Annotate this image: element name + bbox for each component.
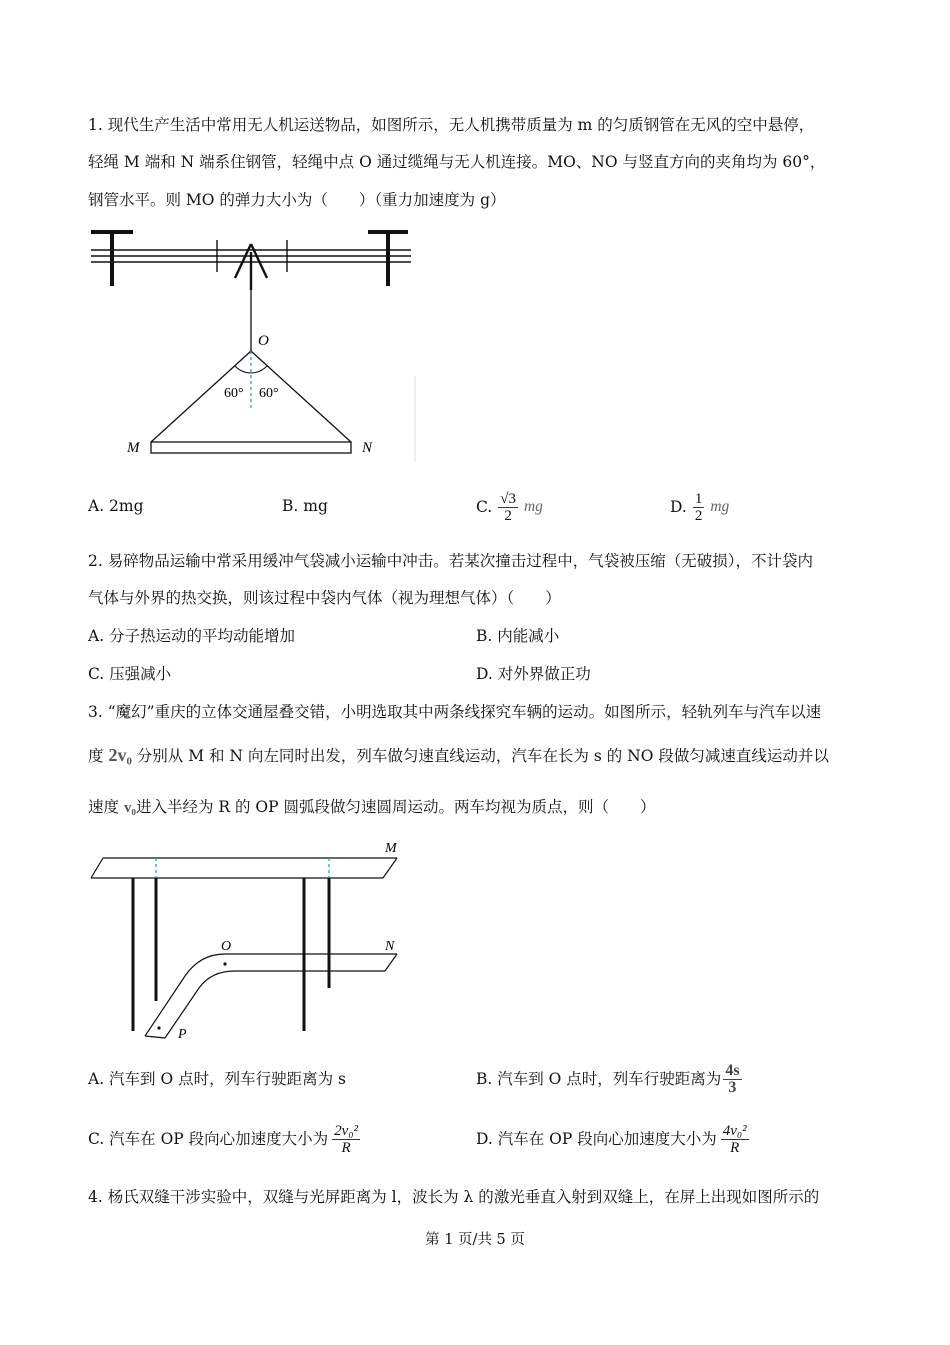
q1-option-b: B. mg bbox=[282, 497, 328, 515]
q3-line-3-rest: 进入半经为 R 的 OP 圆弧段做匀速圆周运动。两车均视为质点，则（ ） bbox=[135, 798, 656, 816]
label-M: M bbox=[127, 440, 140, 456]
fraction-denominator: R bbox=[341, 1139, 351, 1156]
q3-option-d-text: D. 汽车在 OP 段向心加速度大小为 bbox=[476, 1130, 717, 1148]
q3-line-3-start: 速度 bbox=[88, 798, 124, 816]
fraction-numerator: 2v₀² bbox=[334, 1122, 359, 1139]
q3-option-c bbox=[88, 1116, 360, 1162]
fraction-denominator: 3 bbox=[728, 1078, 737, 1096]
q3-option-c-text: C. 汽车在 OP 段向心加速度大小为 bbox=[88, 1130, 329, 1148]
q1-option-d bbox=[670, 482, 729, 532]
q1-line-1: 1. 现代生产生活中常用无人机运送物品，如图所示，无人机携带质量为 m 的匀质钢管在无风的空中悬停， bbox=[88, 116, 815, 134]
q2-option-b: B. 内能减小 bbox=[476, 627, 560, 645]
q1-option-c-letter: C. bbox=[476, 498, 493, 516]
q3-line-2-rest: 分别从 M 和 N 向左同时出发，列车做匀速直线运动，汽车在长为 s 的 NO 段做匀减速直线运动并以 bbox=[131, 747, 829, 765]
q2-line-2: 气体与外界的热交换，则该过程中袋内气体（视为理想气体）（ ） bbox=[88, 589, 561, 607]
q3-option-b-fraction bbox=[723, 1063, 741, 1096]
q1-option-d-unit: mg bbox=[710, 498, 730, 515]
q3-line-1: 3. “魔幻”重庆的立体交通屋叠交错，小明选取其中两条线探究车辆的运动。如图所示，轻轨列车与汽车以速 bbox=[88, 703, 822, 721]
q3-option-b-text: B. 汽车到 O 点时，列车行驶距离为 bbox=[476, 1070, 722, 1088]
q3-line-2 bbox=[88, 745, 829, 766]
label-O: O bbox=[258, 333, 269, 349]
fraction-numerator: 4s bbox=[725, 1061, 740, 1079]
q2-option-a: A. 分子热运动的平均动能增加 bbox=[88, 627, 296, 645]
q1-drone-figure bbox=[85, 226, 425, 466]
q2-option-c: C. 压强减小 bbox=[88, 665, 172, 683]
q3-line-2-start: 度 bbox=[88, 747, 109, 765]
page-footer: 第 1 页/共 5 页 bbox=[425, 1232, 525, 1248]
fraction-denominator: 2 bbox=[694, 507, 703, 524]
fraction-denominator: 2 bbox=[504, 507, 512, 524]
q3-speed-2v0: 2v₀ bbox=[108, 745, 132, 765]
q1-option-c bbox=[476, 482, 543, 532]
q3-transit-figure bbox=[85, 838, 405, 1043]
q1-option-d-letter: D. bbox=[670, 498, 687, 516]
q1-line-2: 轻绳 M 端和 N 端系住钢管，轻绳中点 O 通过缆绳与无人机连接。MO、NO 与竖直方向的夹角均为 60°， bbox=[88, 153, 826, 171]
q3-option-c-fraction bbox=[332, 1123, 360, 1156]
q2-option-d: D. 对外界做正功 bbox=[476, 665, 591, 683]
q1-option-a: A. 2mg bbox=[88, 497, 144, 515]
fraction-numerator: 4v₀² bbox=[722, 1122, 747, 1139]
q1-option-c-unit: mg bbox=[523, 498, 543, 515]
q3-option-d bbox=[476, 1116, 749, 1162]
q1-option-d-fraction bbox=[693, 491, 705, 524]
q3-option-a: A. 汽车到 O 点时，列车行驶距离为 s bbox=[88, 1070, 346, 1088]
q1-option-c-fraction bbox=[498, 491, 518, 524]
label-N: N bbox=[385, 939, 395, 954]
q3-speed-v0: v₀ bbox=[123, 800, 136, 816]
label-P: P bbox=[178, 1027, 187, 1042]
label-angle-right: 60° bbox=[259, 386, 279, 401]
fraction-numerator: √3 bbox=[500, 490, 516, 507]
fraction-denominator: R bbox=[730, 1139, 740, 1156]
label-N: N bbox=[362, 440, 373, 456]
q4-line-1: 4. 杨氏双缝干涉实验中，双缝与光屏距离为 l，波长为 λ 的激光垂直入射到双缝上，在屏上出现如图所示的 bbox=[88, 1188, 820, 1206]
q3-line-3 bbox=[88, 797, 655, 818]
label-O: O bbox=[221, 939, 232, 954]
fraction-numerator: 1 bbox=[694, 490, 703, 507]
q2-line-1: 2. 易碎物品运输中常采用缓冲气袋减小运输中冲击。若某次撞击过程中，气袋被压缩（无破损），不计袋内 bbox=[88, 552, 813, 570]
q3-option-d-fraction bbox=[721, 1123, 749, 1156]
label-M: M bbox=[385, 841, 397, 856]
q3-option-b bbox=[476, 1058, 742, 1100]
label-angle-left: 60° bbox=[224, 386, 244, 401]
q1-line-3: 钢管水平。则 MO 的弹力大小为（ ）（重力加速度为 g） bbox=[88, 191, 506, 209]
